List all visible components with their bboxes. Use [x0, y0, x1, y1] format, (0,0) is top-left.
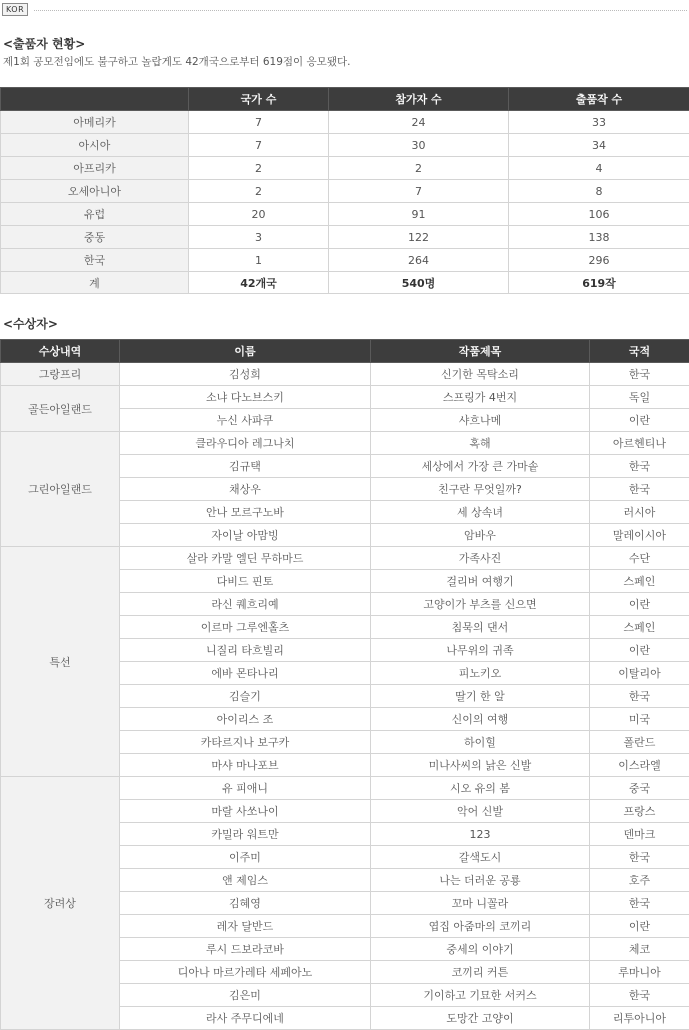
- winner-row: [1, 432, 689, 455]
- winner-name-cell: 김혜영: [120, 892, 371, 915]
- winner-country-cell: 이스라엘: [590, 754, 689, 777]
- header-title: 작품제목: [371, 340, 590, 363]
- works-cell: 4: [509, 157, 689, 180]
- header-name: 이름: [120, 340, 371, 363]
- winner-country-cell: 한국: [590, 685, 689, 708]
- countries-cell: 7: [189, 134, 329, 157]
- total-works-cell: 619작: [509, 272, 689, 294]
- works-cell: 33: [509, 111, 689, 134]
- winner-name-cell: 레자 달반드: [120, 915, 371, 938]
- total-participants-cell: 540명: [329, 272, 509, 294]
- winner-country-cell: 폴란드: [590, 731, 689, 754]
- winner-country-cell: 이탈리아: [590, 662, 689, 685]
- winner-name-cell: 카밀라 워트만: [120, 823, 371, 846]
- table-row: [1, 134, 689, 157]
- winner-name-cell: 유 피애니: [120, 777, 371, 800]
- table-row: [1, 203, 689, 226]
- works-cell: 106: [509, 203, 689, 226]
- winner-name-cell: 카타르지나 보구카: [120, 731, 371, 754]
- language-button[interactable]: KOR: [2, 3, 28, 16]
- winner-name-cell: 자이날 아맘빙: [120, 524, 371, 547]
- header-participants: 참가자 수: [329, 88, 509, 111]
- table-row: [1, 226, 689, 249]
- header-award: 수상내역: [1, 340, 120, 363]
- winner-country-cell: 프랑스: [590, 800, 689, 823]
- top-divider: [34, 10, 687, 11]
- header-works: 출품작 수: [509, 88, 689, 111]
- winner-row: [1, 777, 689, 800]
- award-cell: 그린아일랜드: [1, 432, 120, 547]
- region-cell: 아프리카: [1, 157, 189, 180]
- winner-name-cell: 루시 드보라코바: [120, 938, 371, 961]
- work-title-cell: 스프링가 4번지: [371, 386, 590, 409]
- header-countries: 국가 수: [189, 88, 329, 111]
- winner-country-cell: 아르헨티나: [590, 432, 689, 455]
- winner-country-cell: 러시아: [590, 501, 689, 524]
- countries-cell: 3: [189, 226, 329, 249]
- work-title-cell: 나무위의 귀족: [371, 639, 590, 662]
- region-cell: 한국: [1, 249, 189, 272]
- work-title-cell: 암바우: [371, 524, 590, 547]
- header-blank: [1, 88, 189, 111]
- winner-country-cell: 한국: [590, 478, 689, 501]
- work-title-cell: 혹해: [371, 432, 590, 455]
- winner-name-cell: 이르마 그루엔홀츠: [120, 616, 371, 639]
- countries-cell: 7: [189, 111, 329, 134]
- winner-country-cell: 이란: [590, 639, 689, 662]
- table-row: [1, 180, 689, 203]
- work-title-cell: 중세의 이야기: [371, 938, 590, 961]
- winner-country-cell: 한국: [590, 984, 689, 1007]
- winner-country-cell: 체코: [590, 938, 689, 961]
- work-title-cell: 세 상속녀: [371, 501, 590, 524]
- participants-cell: 2: [329, 157, 509, 180]
- countries-cell: 1: [189, 249, 329, 272]
- region-cell: 중동: [1, 226, 189, 249]
- winner-country-cell: 리투아니아: [590, 1007, 689, 1030]
- winner-name-cell: 아이리스 조: [120, 708, 371, 731]
- winner-name-cell: 소냐 다노브스키: [120, 386, 371, 409]
- work-title-cell: 걸리버 여행기: [371, 570, 590, 593]
- participants-cell: 7: [329, 180, 509, 203]
- winner-name-cell: 누신 사파쿠: [120, 409, 371, 432]
- work-title-cell: 꼬마 니꼴라: [371, 892, 590, 915]
- work-title-cell: 신기한 목탁소리: [371, 363, 590, 386]
- winner-country-cell: 말레이시아: [590, 524, 689, 547]
- header-country: 국적: [590, 340, 689, 363]
- winner-name-cell: 니질리 타흐빌리: [120, 639, 371, 662]
- winner-country-cell: 덴마크: [590, 823, 689, 846]
- works-cell: 34: [509, 134, 689, 157]
- winners-table: [0, 339, 689, 1030]
- participants-cell: 122: [329, 226, 509, 249]
- winner-row: [1, 363, 689, 386]
- winner-country-cell: 호주: [590, 869, 689, 892]
- work-title-cell: 나는 더러운 공룡: [371, 869, 590, 892]
- work-title-cell: 피노키오: [371, 662, 590, 685]
- region-cell: 유럽: [1, 203, 189, 226]
- work-title-cell: 하이힐: [371, 731, 590, 754]
- participants-cell: 264: [329, 249, 509, 272]
- total-countries-cell: 42개국: [189, 272, 329, 294]
- work-title-cell: 고양이가 부츠를 신으면: [371, 593, 590, 616]
- winner-name-cell: 김은미: [120, 984, 371, 1007]
- participants-cell: 30: [329, 134, 509, 157]
- table-row: [1, 157, 689, 180]
- winner-country-cell: 수단: [590, 547, 689, 570]
- top-bar: [0, 0, 689, 20]
- work-title-cell: 엽집 아줌마의 코끼리: [371, 915, 590, 938]
- entrants-table: [0, 87, 689, 294]
- winner-country-cell: 스페인: [590, 616, 689, 639]
- table-row: [1, 249, 689, 272]
- work-title-cell: 123: [371, 823, 590, 846]
- work-title-cell: 미나사씨의 낡은 신발: [371, 754, 590, 777]
- winner-name-cell: 이주미: [120, 846, 371, 869]
- winner-name-cell: 클라우디아 레그나치: [120, 432, 371, 455]
- work-title-cell: 딸기 한 알: [371, 685, 590, 708]
- work-title-cell: 침묵의 댄서: [371, 616, 590, 639]
- work-title-cell: 갈색도시: [371, 846, 590, 869]
- winner-name-cell: 다비드 핀토: [120, 570, 371, 593]
- winner-country-cell: 독일: [590, 386, 689, 409]
- winner-country-cell: 한국: [590, 892, 689, 915]
- countries-cell: 2: [189, 157, 329, 180]
- region-cell: 오세아니아: [1, 180, 189, 203]
- work-title-cell: 코끼리 커튼: [371, 961, 590, 984]
- work-title-cell: 도망간 고양이: [371, 1007, 590, 1030]
- winner-country-cell: 루마니아: [590, 961, 689, 984]
- winners-header-row: [1, 340, 689, 363]
- award-cell: 골든아일랜드: [1, 386, 120, 432]
- winner-country-cell: 스페인: [590, 570, 689, 593]
- work-title-cell: 신이의 여행: [371, 708, 590, 731]
- countries-cell: 2: [189, 180, 329, 203]
- participants-cell: 24: [329, 111, 509, 134]
- winner-country-cell: 미국: [590, 708, 689, 731]
- winner-row: [1, 547, 689, 570]
- work-title-cell: 시오 유의 봄: [371, 777, 590, 800]
- winner-name-cell: 김슬기: [120, 685, 371, 708]
- work-title-cell: 가족사진: [371, 547, 590, 570]
- work-title-cell: 친구란 무엇일까?: [371, 478, 590, 501]
- work-title-cell: 악어 신발: [371, 800, 590, 823]
- winner-name-cell: 김성희: [120, 363, 371, 386]
- total-label-cell: 계: [1, 272, 189, 294]
- winner-name-cell: 디아나 마르가레타 세페아노: [120, 961, 371, 984]
- award-cell: 장려상: [1, 777, 120, 1030]
- entrants-section-title: <출품자 현황>: [3, 37, 86, 51]
- winner-country-cell: 이란: [590, 915, 689, 938]
- participants-cell: 91: [329, 203, 509, 226]
- winners-section-title: <수상자>: [3, 317, 58, 331]
- entrants-intro-text: 제1회 공모전임에도 불구하고 놀랍게도 42개국으로부터 619점이 응모됐다.: [3, 56, 351, 68]
- countries-cell: 20: [189, 203, 329, 226]
- winner-country-cell: 이란: [590, 409, 689, 432]
- region-cell: 아메리카: [1, 111, 189, 134]
- award-cell: 특선: [1, 547, 120, 777]
- winner-row: [1, 386, 689, 409]
- winner-country-cell: 이란: [590, 593, 689, 616]
- award-cell: 그랑프리: [1, 363, 120, 386]
- winner-name-cell: 에바 몬타나리: [120, 662, 371, 685]
- work-title-cell: 기이하고 기묘한 서커스: [371, 984, 590, 1007]
- winner-country-cell: 중국: [590, 777, 689, 800]
- winner-name-cell: 채상우: [120, 478, 371, 501]
- table-row: [1, 111, 689, 134]
- winner-name-cell: 김규택: [120, 455, 371, 478]
- work-title-cell: 세상에서 가장 큰 가마솥: [371, 455, 590, 478]
- winner-country-cell: 한국: [590, 455, 689, 478]
- region-cell: 아시아: [1, 134, 189, 157]
- total-row: [1, 272, 689, 294]
- winner-name-cell: 마샤 마나포브: [120, 754, 371, 777]
- works-cell: 138: [509, 226, 689, 249]
- winner-name-cell: 안나 모르구노바: [120, 501, 371, 524]
- work-title-cell: 샤흐나메: [371, 409, 590, 432]
- winner-country-cell: 한국: [590, 846, 689, 869]
- entrants-header-row: [1, 88, 689, 111]
- winner-name-cell: 라신 퀘흐리예: [120, 593, 371, 616]
- winner-name-cell: 앤 제임스: [120, 869, 371, 892]
- works-cell: 296: [509, 249, 689, 272]
- winner-name-cell: 라사 주무디에네: [120, 1007, 371, 1030]
- winner-country-cell: 한국: [590, 363, 689, 386]
- winner-name-cell: 마랄 사쏘나이: [120, 800, 371, 823]
- winner-name-cell: 살라 카말 엘딘 무하마드: [120, 547, 371, 570]
- works-cell: 8: [509, 180, 689, 203]
